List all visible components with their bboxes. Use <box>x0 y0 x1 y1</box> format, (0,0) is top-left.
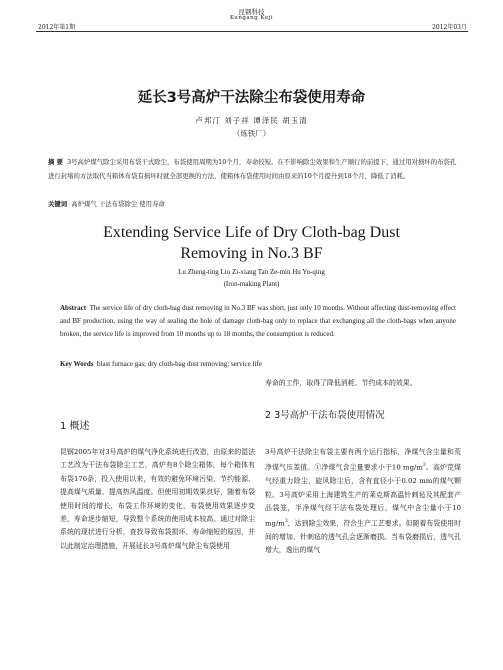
article-title-en-line2: Removing in No.3 BF <box>180 245 323 262</box>
section-2-text-a: 3号高炉干法除尘布袋主要有两个运行指标，净煤气含尘量和荒净煤气压差值。①净煤气含尘量要求小于10 mg/m <box>265 448 461 472</box>
issue-date: 2012年03月 <box>432 24 467 31</box>
article-title-en <box>0 222 503 264</box>
section-1-body: 昆钢2005年对3号高炉的煤气净化系统进行改造，由原来的湿法工艺改为干法布袋除尘工艺，高炉有8个除尘箱体，每个箱体有布袋176条，投入使用以来，有效的避免环境污染、节约能源、提高煤气质量、提高热风温度。但使用初期效果良好，随着布袋使用时间的增长，布袋工作环境的变化，布袋使用效果逐步变差，寿命逐步缩短，导致整个系统的使用成本较高。通过对除尘系统的现状进行分析，查找导致布袋损坏、寿命缩短的原因，并以此制定治理措施，开展延长3号高炉煤气除尘布袋使用 <box>60 448 255 550</box>
abstract-cn-text: 3号高炉煤气除尘采用布袋干式除尘，布袋使用周期为10个月，寿命较短。在不影响除尘效果和生产顺行的前提下，通过用对损坏的布袋孔进行封堵的方法取代当箱体布袋有损坏时就全部更换的方法，使箱体布袋使用时间由原来的10个月提升到18个月，降低了消耗。 <box>48 158 457 180</box>
journal-name-en: Kungang Keji <box>229 15 274 21</box>
authors-en: Lu Zheng-ting Liu Zi-xiang Tan Ze-min Hu Yu-qing <box>178 268 325 276</box>
affiliation-en: (Iron-making Plant) <box>223 280 280 288</box>
keywords-en-label: Key Words <box>60 360 94 368</box>
keywords-cn-label: 关键词 <box>48 200 68 208</box>
issue-number: 2012年第1期 <box>38 24 76 31</box>
section-1-heading: 1 概述 <box>60 421 90 432</box>
abstract-en-text: The service life of dry cloth-bag dust removing in No.3 BF was short, just only 10 months. Without affecting dust-removing effect and BF production, using the way of sealing the hole of damage cloth-bag only to replace that exchanging all the cloth-bags when anyone broken, the service life is improved from 10 months up to 18 months, the consumption is reduced. <box>60 304 456 338</box>
superscript-3: 3 <box>284 519 288 525</box>
keywords-cn-text: 高炉煤气 干法布袋除尘 使用寿命 <box>71 200 165 208</box>
keywords-en <box>60 360 456 368</box>
section-2-heading: 2 3号高炉干法布袋使用情况 <box>265 410 385 421</box>
abstract-en-label: Abstract <box>60 304 87 312</box>
authors-cn: 卢邦汀 刘子祥 谭泽民 胡玉清 <box>195 116 308 125</box>
section-2-text-c: ，达到除尘效果，符合生产工艺要求。但随着布袋使用时间的增加，针刺毡的透气孔会逐渐磨损。当布袋磨损后，透气孔增大，逸出的煤气 <box>265 519 461 555</box>
section-2-text-b: 。高炉荒煤气经重力除尘，旋风除尘后，含有直径小于0.02 mm的煤气颗粒。3号高炉采用上海建筑生产的莱克斯高温针刺毡及其配套产品袋笼，半净煤气经干法布袋处理后，煤气中含尘量小于10 mg/m <box>265 463 461 528</box>
affiliation-cn: （炼铁厂） <box>232 129 271 138</box>
superscript-3: 3 <box>422 463 426 469</box>
section-2-body <box>265 446 461 558</box>
abstract-cn-label: 摘 要 <box>48 158 64 166</box>
abstract-en <box>60 302 456 341</box>
keywords-cn <box>48 199 458 208</box>
section-1-continuation: 寿命的工作，取得了降低消耗、节约成本的效果。 <box>265 379 417 387</box>
abstract-cn <box>48 155 458 183</box>
journal-name-cn: 昆钢科技 <box>238 8 265 16</box>
article-title-cn: 延长3号高炉干法除尘布袋使用寿命 <box>137 90 366 106</box>
keywords-en-text: blast furnace gas; dry cloth-bag dust removing; service life <box>97 360 262 368</box>
header-rule <box>36 31 468 32</box>
article-title-en-line1: Extending Service Life of Dry Cloth-bag Dust <box>103 224 400 241</box>
